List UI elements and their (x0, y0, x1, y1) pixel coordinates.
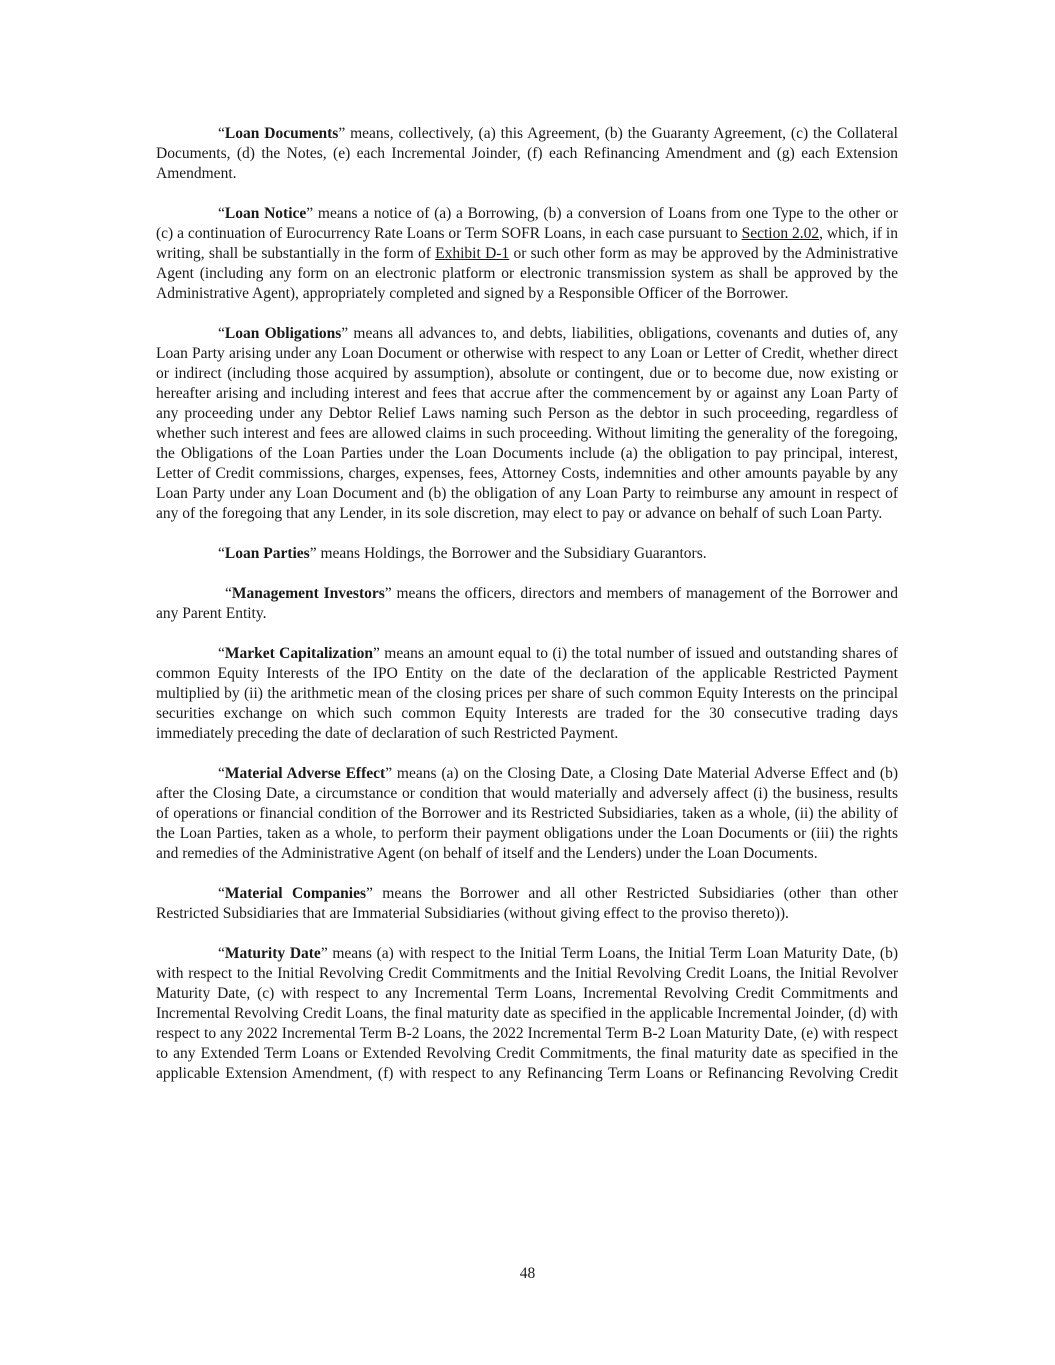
defined-term: Market Capitalization (224, 645, 374, 662)
open-quote: “ (218, 205, 225, 222)
open-quote: “ (218, 885, 225, 902)
defined-term: Loan Obligations (224, 325, 342, 342)
definition-text: means a notice of (a) a Borrowing, (b) a conversion of Loans from one Type to the other or (c) a continuation of Eurocurrency Rate Loans or Term SOFR Loans, in each case pursuant to (156, 205, 898, 242)
definition-text: means the officers, directors and members of management of the Borrower and any Parent Entity. (156, 585, 899, 622)
section-reference-link[interactable]: Section 2.02 (741, 225, 820, 242)
definition-text: means (a) with respect to the Initial Term Loans, the Initial Term Loan Maturity Date, (b) with respect to the Initial Revolving Credit Commitments and the Initial Revolving Credit Loans, the Initial Revolver Maturity Date, (c) with respect to any Incremental Term Loans, Incremental Revolving Credit Commitments and Incremental Revolving Credit Loans, the final maturity date as specified in the applicable Incremental Joinder, (d) with respect to any 2022 Incremental Term B-2 Loans, the 2022 Incremental Term B-2 Loan Maturity Date, (e) with respect to any Extended Term Loans or Extended Revolving Credit Commitments, the final maturity date as specified in the applicable Extension Amendment, (f) with respect to any Refinancing Term Loans or Refinancing Revolving Credit (156, 945, 899, 1082)
close-quote: ” (306, 205, 314, 222)
definition-maturity-date (156, 944, 898, 1084)
definition-market-capitalization (156, 644, 898, 744)
open-quote: “ (225, 585, 232, 602)
definition-loan-parties (156, 544, 898, 564)
exhibit-reference-link[interactable]: Exhibit D-1 (435, 245, 510, 262)
close-quote: ” (373, 645, 380, 662)
defined-term: Loan Notice (224, 205, 307, 222)
close-quote: ” (320, 945, 328, 962)
open-quote: “ (218, 325, 225, 342)
close-quote: ” (341, 325, 349, 342)
defined-term: Material Companies (224, 885, 367, 902)
definition-text: means all advances to, and debts, liabilities, obligations, covenants and duties of, any Loan Party arising under any Loan Document or otherwise with respect to any Loan or Letter of Credit, whether direct or indirect (including those acquired by assumption), absolute or contingent, due or to become due, now existing or hereafter arising and including interest and fees that accrue after the commencement by or against any Loan Party of any proceeding under any Debtor Relief Laws naming such Person as the debtor in such proceeding, regardless of whether such interest and fees are allowed claims in such proceeding. Without limiting the generality of the foregoing, the Obligations of the Loan Parties under the Loan Documents include (a) the obligation to pay principal, interest, Letter of Credit commissions, charges, expenses, fees, Attorney Costs, indemnities and other amounts payable by any Loan Party under any Loan Document and (b) the obligation of any Loan Party to reimburse any amount in respect of any of the foregoing that any Lender, in its sole discretion, may elect to pay or advance on behalf of such Loan Party. (156, 325, 898, 522)
definition-text: means the Borrower and all other Restricted Subsidiaries (other than other Restricted Subsidiaries that are Immaterial Subsidiaries (without giving effect to the proviso thereto)). (156, 885, 898, 922)
close-quote: ” (385, 765, 393, 782)
definition-text: , which, if in writing, shall be substantially in the form of (156, 225, 898, 262)
definition-material-companies (156, 884, 898, 924)
definition-text: means, collectively, (a) this Agreement, (b) the Guaranty Agreement, (c) the Collateral Documents, (d) the Notes, (e) each Incremental Joinder, (f) each Refinancing Amendment and (g) each Extension Amendment. (156, 125, 898, 182)
page-number: 48 (519, 1265, 536, 1282)
defined-term: Loan Documents (224, 125, 339, 142)
defined-term: Material Adverse Effect (224, 765, 386, 782)
open-quote: “ (218, 125, 225, 142)
open-quote: “ (218, 545, 225, 562)
document-body (156, 124, 898, 1104)
definition-material-adverse-effect (156, 764, 898, 864)
defined-term: Maturity Date (224, 945, 321, 962)
open-quote: “ (218, 645, 225, 662)
definition-management-investors (156, 584, 898, 624)
close-quote: ” (309, 545, 317, 562)
close-quote: ” (384, 585, 392, 602)
definition-text: means (a) on the Closing Date, a Closing Date Material Adverse Effect and (b) after the Closing Date, a circumstance or condition that would materially and adversely affect (i) the business, results of operations or financial condition of the Borrower and its Restricted Subsidiaries, taken as a whole, (ii) the ability of the Loan Parties, taken as a whole, to perform their payment obligations under the Loan Documents or (iii) the rights and remedies of the Administrative Agent (on behalf of itself and the Lenders) under the Loan Documents. (156, 765, 898, 862)
definition-loan-documents (156, 124, 898, 184)
definition-loan-obligations (156, 324, 898, 524)
definition-text: or such other form as may be approved by the Administrative Agent (including any form on an electronic platform or electronic transmission system as shall be approved by the Administrative Agent), appropriately completed and signed by a Responsible Officer of the Borrower. (156, 245, 898, 302)
open-quote: “ (218, 945, 225, 962)
close-quote: ” (366, 885, 373, 902)
defined-term: Management Investors (231, 585, 385, 602)
definition-text: means Holdings, the Borrower and the Subsidiary Guarantors. (316, 545, 707, 562)
defined-term: Loan Parties (224, 545, 310, 562)
definition-text: means an amount equal to (i) the total number of issued and outstanding shares of common Equity Interests of the IPO Entity on the date of the declaration of the applicable Restricted Payment multiplied by (ii) the arithmetic mean of the closing prices per share of such common Equity Interests on the principal securities exchange on which such common Equity Interests are traded for the 30 consecutive trading days immediately preceding the date of declaration of such Restricted Payment. (156, 645, 898, 742)
definition-loan-notice (156, 204, 898, 304)
open-quote: “ (218, 765, 225, 782)
close-quote: ” (338, 125, 346, 142)
